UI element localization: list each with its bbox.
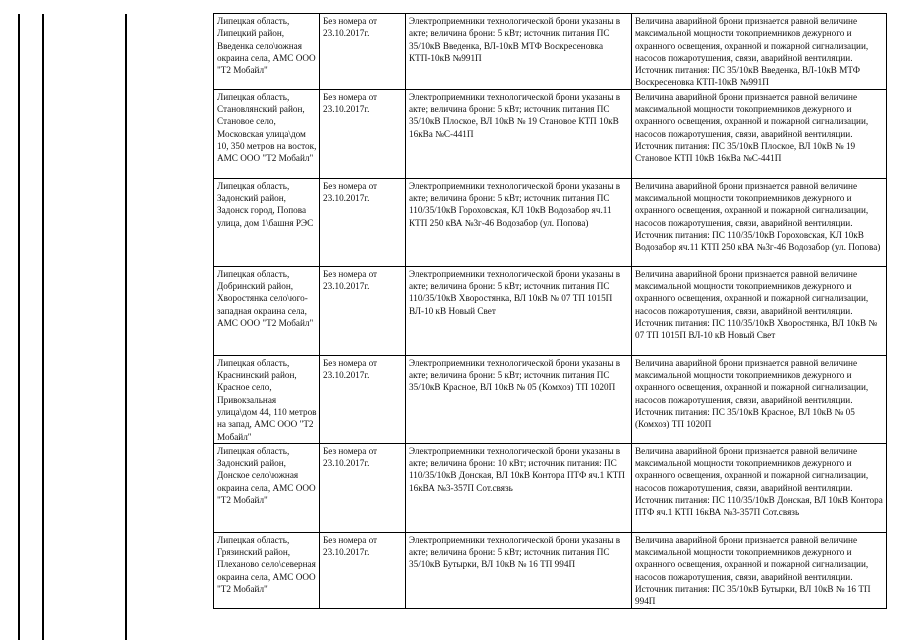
tech-reserve-cell: Электроприемники технологической брони указаны в акте; величина брони: 5 кВт; источник питания ПС 35/10кВ Красное, ВЛ 10кВ № 05 (Комхоз) ТП 1020П [406,355,632,443]
document-cell: Без номера от 23.10.2017г. [320,89,406,178]
left-border-line-1 [18,14,20,640]
emergency-reserve-cell: Величина аварийной брони признается равной величине максимальной мощности токоприемников дежурного и охранного освещения, охранной и пожарной сигнализации, насосов пожаротушения, связи, аварийной вентиляции. Источник питания: ПС 110/35/10кВ Донская, ВЛ 10кВ Контора ПТФ яч.1 КТП 16кВА №3-357П Сот.связь [632,443,887,532]
document-cell: Без номера от 23.10.2017г. [320,14,406,90]
emergency-reserve-cell: Величина аварийной брони признается равной величине максимальной мощности токоприемников дежурного и охранного освещения, охранной и пожарной сигнализации, насосов пожаротушения, связи, аварийной вентиляции. Источник питания: ПС 35/10кВ Красное, ВЛ 10кВ № 05 (Комхоз) ТП 1020П [632,355,887,443]
table-row [214,14,887,90]
table-row [214,266,887,355]
emergency-reserve-cell: Величина аварийной брони признается равной величине максимальной мощности токоприемников дежурного и охранного освещения, охранной и пожарной сигнализации, насосов пожаротушения, связи, аварийной вентиляции. Источник питания: ПС 110/35/10кВ Хворостянка, ВЛ 10кВ № 07 ТП 1015П ВЛ-10 кВ Новый Свет [632,266,887,355]
location-cell: Липецкая область, Краснинский район, Красное село, Привокзальная улица\дом 44, 110 метров на запад, АМС ООО "Т2 Мобайл" [214,355,320,443]
reservation-table [213,13,887,609]
tech-reserve-cell: Электроприемники технологической брони указаны в акте; величина брони: 5 кВт; источник питания ПС 35/10кВ Плоское, ВЛ 10кВ № 19 Становое КТП 10кВ 16кВа №С-441П [406,89,632,178]
table-row [214,443,887,532]
document-cell: Без номера от 23.10.2017г. [320,532,406,608]
table-row [214,532,887,608]
left-border-line-3 [125,14,127,640]
location-cell: Липецкая область, Грязинский район, Плеханово село\северная окраина села, АМС ООО "Т2 Мобайл" [214,532,320,608]
tech-reserve-cell: Электроприемники технологической брони указаны в акте; величина брони: 5 кВт; источник питания ПС 110/35/10кВ Гороховская, КЛ 10кВ Водозабор яч.11 КТП 250 кВА №3г-46 Водозабор (ул. Попова) [406,178,632,266]
location-cell: Липецкая область, Задонский район, Задонск город, Попова улица, дом 1\башня РЭС [214,178,320,266]
emergency-reserve-cell: Величина аварийной брони признается равной величине максимальной мощности токоприемников дежурного и охранного освещения, охранной и пожарной сигнализации, насосов пожаротушения, связи, аварийной вентиляции. Источник питания: ПС 35/10кВ Плоское, ВЛ 10кВ № 19 Становое КТП 10кВ 16кВа №С-441П [632,89,887,178]
tech-reserve-cell: Электроприемники технологической брони указаны в акте; величина брони: 5 кВт; источник питания ПС 35/10кВ Введенка, ВЛ-10кВ МТФ Воскресеновка КТП-10кВ №991П [406,14,632,90]
document-cell: Без номера от 23.10.2017г. [320,178,406,266]
table-row [214,89,887,178]
table-row [214,355,887,443]
table-row [214,178,887,266]
location-cell: Липецкая область, Липецкий район, Введенка село\южная окраина села, АМС ООО "Т2 Мобайл" [214,14,320,90]
emergency-reserve-cell: Величина аварийной брони признается равной величине максимальной мощности токоприемников дежурного и охранного освещения, охранной и пожарной сигнализации, насосов пожаротушения, связи, аварийной вентиляции. Источник питания: ПС 35/10кВ Бутырки, ВЛ 10кВ № 16 ТП 994П [632,532,887,608]
location-cell: Липецкая область, Добринский район, Хворостянка село\юго-западная окраина села, АМС ООО "Т2 Мобайл" [214,266,320,355]
left-border-line-2 [42,14,44,640]
tech-reserve-cell: Электроприемники технологической брони указаны в акте; величина брони: 5 кВт; источник питания ПС 35/10кВ Бутырки, ВЛ 10кВ № 16 ТП 994П [406,532,632,608]
location-cell: Липецкая область, Становлянский район, Становое село, Московская улица\дом 10, 350 метров на восток, АМС ООО "Т2 Мобайл" [214,89,320,178]
location-cell: Липецкая область, Задонский район, Донское село\южная окраина села, АМС ООО "Т2 Мобайл" [214,443,320,532]
document-cell: Без номера от 23.10.2017г. [320,355,406,443]
emergency-reserve-cell: Величина аварийной брони признается равной величине максимальной мощности токоприемников дежурного и охранного освещения, охранной и пожарной сигнализации, насосов пожаротушения, связи, аварийной вентиляции. Источник питания: ПС 110/35/10кВ Гороховская, КЛ 10кВ Водозабор яч.11 КТП 250 кВА №3г-46 Водозабор (ул. Попова) [632,178,887,266]
document-cell: Без номера от 23.10.2017г. [320,443,406,532]
tech-reserve-cell: Электроприемники технологической брони указаны в акте; величина брони: 10 кВт; источник питания: ПС 110/35/10кВ Донская, ВЛ 10кВ Контора ПТФ яч.1 КТП 16кВА №3-357П Сот.связь [406,443,632,532]
tech-reserve-cell: Электроприемники технологической брони указаны в акте; величина брони: 5 кВт; источник питания ПС 110/35/10кВ Хворостянка, ВЛ 10кВ № 07 ТП 1015П ВЛ-10 кВ Новый Свет [406,266,632,355]
emergency-reserve-cell: Величина аварийной брони признается равной величине максимальной мощности токоприемников дежурного и охранного освещения, охранной и пожарной сигнализации, насосов пожаротушения, связи, аварийной вентиляции. Источник питания: ПС 35/10кВ Введенка, ВЛ-10кВ МТФ Воскресеновка КТП-10кВ №991П [632,14,887,90]
document-cell: Без номера от 23.10.2017г. [320,266,406,355]
